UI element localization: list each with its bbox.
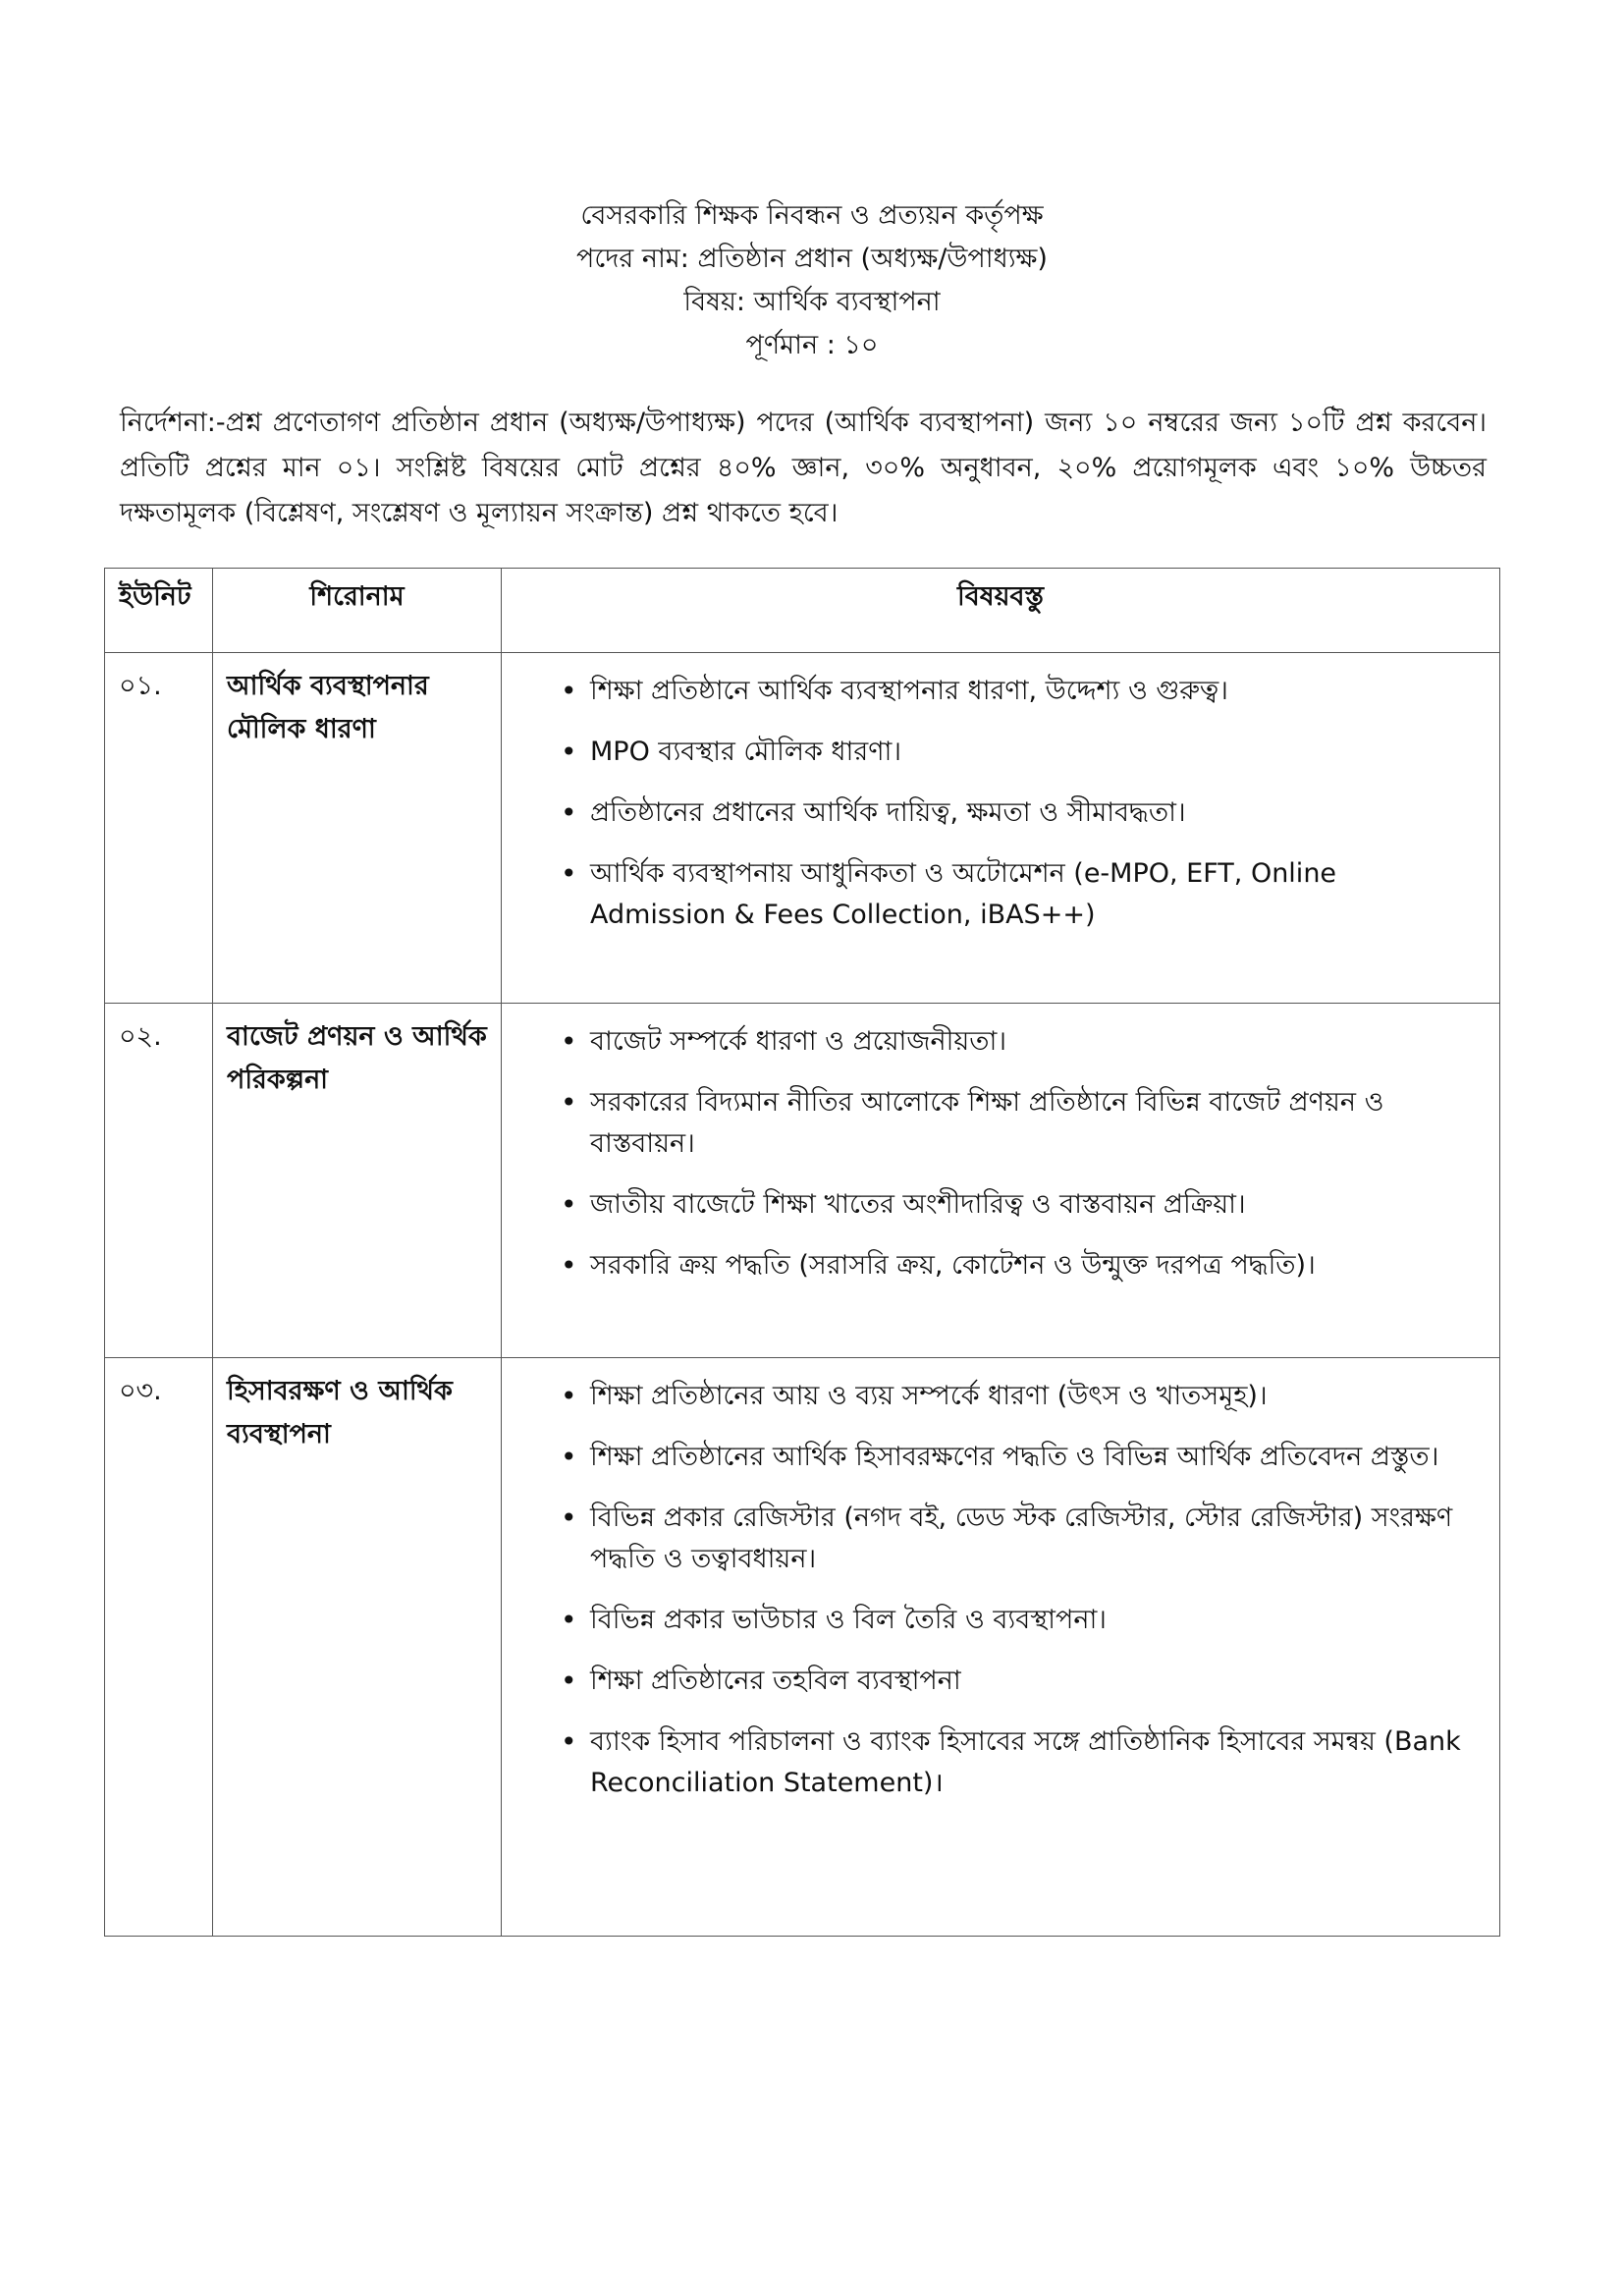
header-title: শিরোনাম [213,569,502,653]
full-marks: পূর্ণমান : ১০ [745,330,879,360]
table-row [105,1004,1500,1358]
list-item: • বাজেট সম্পর্কে ধারণা ও প্রয়োজনীয়তা। [561,1021,1480,1063]
subject-name: বিষয়: আর্থিক ব্যবস্থাপনা [683,287,941,317]
header-content: বিষয়বস্তু [502,569,1500,653]
list-item: • MPO ব্যবস্থার মৌলিক ধারণা। [561,732,1480,773]
authority-name: বেসরকারি শিক্ষক নিবন্ধন ও প্রত্যয়ন কর্তৃপক্ষ [580,200,1044,231]
table-row [105,1358,1500,1937]
list-item: • সরকারের বিদ্যমান নীতির আলোকে শিক্ষা প্রতিষ্ঠানে বিভিন্ন বাজেট প্রণয়ন ও বাস্তবায়ন। [561,1082,1480,1165]
unit-title: হিসাবরক্ষণ ও আর্থিক ব্যবস্থাপনা [213,1358,502,1937]
list-item: • শিক্ষা প্রতিষ্ঠানের তহবিল ব্যবস্থাপনা [561,1661,1480,1702]
instructions-paragraph: নির্দেশনা:-প্রশ্ন প্রণেতাগণ প্রতিষ্ঠান প্রধান (অধ্যক্ষ/উপাধ্যক্ষ) পদের (আর্থিক ব্যবস্থাপনা) জন্য ১০ নম্বরের জন্য ১০টি প্রশ্ন করবেন। প্রতিটি প্রশ্নের মান ০১। সংশ্লিষ্ট বিষয়ের মোট প্রশ্নের ৪০% জ্ঞান, ৩০% অনুধাবন, ২০% প্রয়োগমূলক এবং ১০% উচ্চতর দক্ষতামূলক (বিশ্লেষণ, সংশ্লেষণ ও মূল্যায়ন সংক্রান্ত) প্রশ্ন থাকতে হবে। [120,408,1487,528]
list-item: • জাতীয় বাজেটে শিক্ষা খাতের অংশীদারিত্ব ও বাস্তবায়ন প্রক্রিয়া। [561,1184,1480,1226]
unit-content [502,1004,1500,1358]
content-list [561,1376,1480,1804]
list-item: • বিভিন্ন প্রকার রেজিস্টার (নগদ বই, ডেড স্টক রেজিস্টার, স্টোর রেজিস্টার) সংরক্ষণ পদ্ধতি ও তত্বাবধায়ন। [561,1498,1480,1580]
header-unit: ইউনিট [105,569,213,653]
unit-title: বাজেট প্রণয়ন ও আর্থিক পরিকল্পনা [213,1004,502,1358]
content-list [561,1021,1480,1286]
list-item: • প্রতিষ্ঠানের প্রধানের আর্থিক দায়িত্ব, ক্ষমতা ও সীমাবদ্ধতা। [561,793,1480,834]
list-item: • বিভিন্ন প্রকার ভাউচার ও বিল তৈরি ও ব্যবস্থাপনা। [561,1600,1480,1641]
list-item: • আর্থিক ব্যবস্থাপনায় আধুনিকতা ও অটোমেশন (e-MPO, EFT, Online Admission & Fees Collection, iBAS++) [561,853,1480,936]
table-header-row [105,569,1500,653]
list-item: • শিক্ষা প্রতিষ্ঠানের আর্থিক হিসাবরক্ষণের পদ্ধতি ও বিভিন্ন আর্থিক প্রতিবেদন প্রস্তুত। [561,1437,1480,1478]
document-header [0,194,1624,367]
unit-content [502,1358,1500,1937]
post-name: পদের নাম: প্রতিষ্ঠান প্রধান (অধ্যক্ষ/উপাধ্যক্ষ) [576,244,1048,274]
list-item: • শিক্ষা প্রতিষ্ঠানে আর্থিক ব্যবস্থাপনার ধারণা, উদ্দেশ্য ও গুরুত্ব। [561,671,1480,712]
unit-content [502,653,1500,1004]
list-item: • ব্যাংক হিসাব পরিচালনা ও ব্যাংক হিসাবের সঙ্গে প্রাতিষ্ঠানিক হিসাবের সমন্বয় (Bank Reconciliation Statement)। [561,1722,1480,1804]
table-row [105,653,1500,1004]
list-item: • শিক্ষা প্রতিষ্ঠানের আয় ও ব্যয় সম্পর্কে ধারণা (উৎস ও খাতসমূহ)। [561,1376,1480,1417]
unit-number: ০৩. [105,1358,213,1937]
unit-number: ০১. [105,653,213,1004]
unit-number: ০২. [105,1004,213,1358]
list-item: • সরকারি ক্রয় পদ্ধতি (সরাসরি ক্রয়, কোটেশন ও উন্মুক্ত দরপত্র পদ্ধতি)। [561,1245,1480,1286]
content-list [561,671,1480,936]
syllabus-table [104,568,1500,1937]
unit-title: আর্থিক ব্যবস্থাপনার মৌলিক ধারণা [213,653,502,1004]
